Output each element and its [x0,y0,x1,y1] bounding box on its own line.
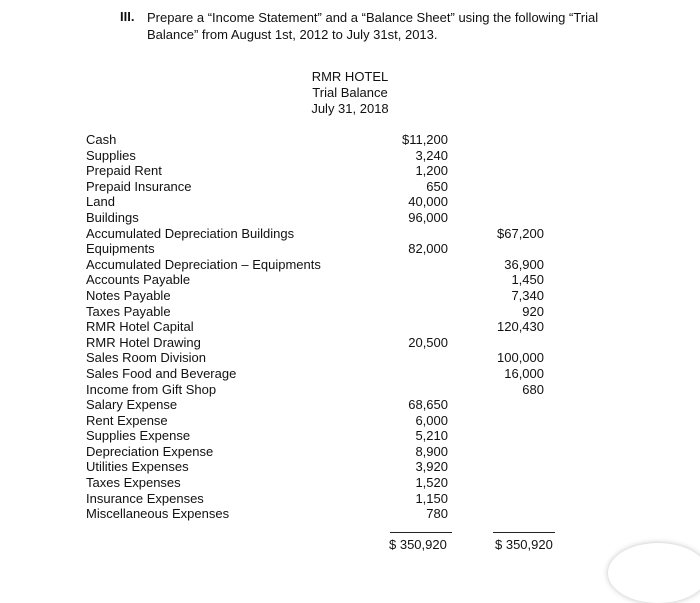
table-row [86,475,586,491]
credit-amount: 120,430 [497,319,544,335]
account-name: Depreciation Expense [86,443,214,459]
table-row [86,413,586,429]
table-row [86,272,586,288]
company-name: RMR HOTEL [311,69,389,84]
debit-amount: $11,200 [401,132,448,147]
account-name: Land [86,194,115,210]
table-row [86,257,586,273]
account-name: Taxes Expenses [86,475,181,491]
question-text: Prepare a “Income Statement” and a “Balance Sheet” using the following “Trial Balance” from August 1st, 2012 to July 31st, 2013. [147,10,599,42]
account-name: Accumulated Depreciation – Equipments [86,256,321,272]
table-row [86,304,586,320]
table-row [86,350,586,366]
credit-amount: 680 [522,381,544,397]
table-row [86,366,586,382]
account-name: Supplies Expense [86,428,191,444]
account-name: RMR Hotel Capital [86,319,194,335]
debit-amount: 1,200 [415,163,448,179]
page-corner-shadow [608,543,700,603]
debit-amount: 40,000 [408,194,448,210]
credit-amount: 7,340 [511,287,544,303]
account-name: Prepaid Insurance [86,178,192,194]
trial-balance-table [86,132,586,522]
account-name: Salary Expense [86,397,178,413]
account-name: Income from Gift Shop [86,381,217,397]
account-name: Sales Food and Beverage [86,365,237,381]
account-name: Notes Payable [86,287,171,303]
table-row [86,491,586,507]
table-row [86,148,586,164]
debit-amount: 96,000 [408,209,448,225]
table-row [86,241,586,257]
debit-amount: 1,520 [415,475,448,491]
table-row [86,444,586,460]
account-name: Rent Expense [86,412,168,428]
debit-amount: 6,000 [415,412,448,428]
account-name: Buildings [86,209,139,225]
table-row [86,319,586,335]
credit-amount: 100,000 [497,350,544,366]
table-row [86,506,586,522]
question-number: III. [120,9,135,24]
debit-amount: 82,000 [408,241,448,257]
table-row [86,226,586,242]
account-name: Utilities Expenses [86,459,189,475]
account-name: Equipments [86,241,155,257]
account-name: Sales Room Division [86,350,206,366]
debit-amount: 3,920 [415,459,448,475]
account-name: Prepaid Rent [86,163,162,179]
credit-total-rule [493,532,555,533]
debit-amount: 20,500 [408,334,448,350]
table-row [86,163,586,179]
debit-amount: 5,210 [415,428,448,444]
table-row [86,288,586,304]
credit-amount: 1,450 [511,272,544,288]
table-row [86,132,586,148]
credit-amount: $67,200 [497,225,544,241]
debit-amount: 650 [426,178,448,194]
account-name: Supplies [86,147,136,163]
statement-date: July 31, 2018 [311,101,389,116]
statement-title: Trial Balance [312,85,388,100]
table-row [86,397,586,413]
table-row [86,382,586,398]
table-row [86,459,586,475]
table-row [86,179,586,195]
credit-amount: 920 [522,303,544,319]
credit-amount: 16,000 [504,365,544,381]
table-row [86,428,586,444]
debit-total: $ 350,920 [389,537,447,552]
table-row [86,210,586,226]
debit-amount: 68,650 [408,397,448,413]
debit-amount: 8,900 [415,443,448,459]
account-name: Taxes Payable [86,303,171,319]
credit-amount: 36,900 [504,256,544,272]
account-name: Cash [86,132,117,147]
account-name: RMR Hotel Drawing [86,334,201,350]
account-name: Insurance Expenses [86,490,204,506]
debit-amount: 780 [426,506,448,522]
table-row [86,335,586,351]
account-name: Accumulated Depreciation Buildings [86,225,295,241]
credit-total: $ 350,920 [495,537,553,552]
table-row [86,194,586,210]
account-name: Miscellaneous Expenses [86,506,230,522]
debit-total-rule [390,532,452,533]
debit-amount: 3,240 [415,147,448,163]
account-name: Accounts Payable [86,272,191,288]
debit-amount: 1,150 [415,490,448,506]
